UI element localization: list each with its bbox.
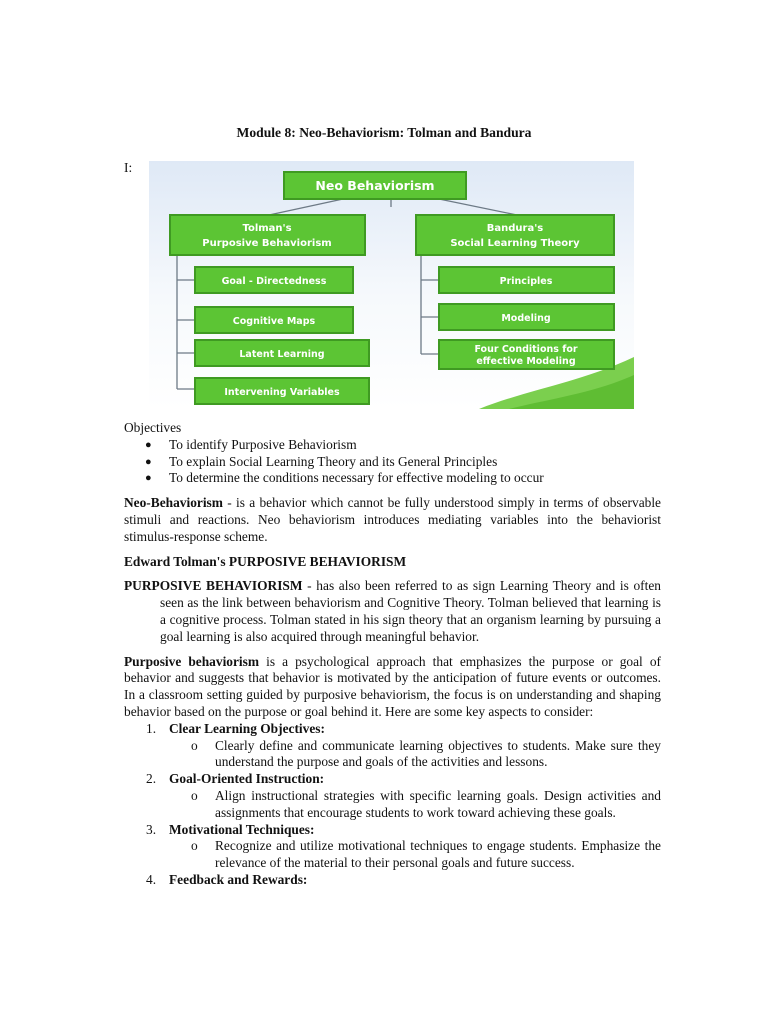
bandura-head-box — [416, 215, 614, 255]
key-aspects-list — [124, 721, 661, 889]
objective-item: ● To explain Social Learning Theory and its General Principles — [145, 454, 661, 471]
aspect-title: Clear Learning Objectives: — [169, 720, 325, 736]
aspect-title: Motivational Techniques: — [169, 821, 315, 837]
aspect-details — [169, 838, 661, 872]
document-body — [124, 420, 661, 889]
aspect-details — [169, 788, 661, 822]
diagram-root-label: Neo Behaviorism — [315, 178, 435, 193]
aspect-item — [124, 822, 661, 872]
aspect-item — [124, 771, 661, 821]
aspect-number: 3. — [146, 821, 157, 837]
bandura-item-modeling: Modeling — [501, 313, 551, 324]
tolman-item-intervening-variables: Intervening Variables — [224, 387, 340, 398]
neo-behaviorism-term: Neo-Behaviorism — [124, 495, 223, 511]
objective-item: ● To identify Purposive Behaviorism — [145, 437, 661, 454]
bandura-item-principles: Principles — [499, 276, 553, 287]
bandura-item-four-conditions-line1: Four Conditions for — [474, 344, 578, 355]
tolman-item-cognitive-maps: Cognitive Maps — [232, 316, 316, 327]
aspect-detail: o Clearly define and communicate learning objectives to students. Make sure they understand the purpose and goals of the activities and lessons. — [169, 738, 661, 772]
tolman-heading-text: Edward Tolman's PURPOSIVE BEHAVIORISM — [124, 553, 407, 569]
tolman-item-latent-learning: Latent Learning — [239, 349, 325, 360]
aspect-number: 4. — [146, 871, 157, 887]
neo-behaviorism-definition — [124, 495, 661, 545]
bandura-item-four-conditions-line2: effective Modeling — [476, 356, 576, 367]
diagram-svg — [149, 161, 634, 409]
objectives-heading: Objectives — [124, 420, 182, 435]
aspect-item — [124, 872, 661, 889]
aspect-detail: o Align instructional strategies with specific learning goals. Design activities and assignments that encourage students to work toward achieving these goals. — [169, 788, 661, 822]
aspect-detail: o Recognize and utilize motivational techniques to engage students. Emphasize the relevance of the material to their personal goals and future success. — [169, 838, 661, 872]
purposive-paragraph-term: Purposive behaviorism — [124, 653, 260, 669]
aspect-details — [169, 738, 661, 772]
section-marker: I: — [124, 160, 133, 175]
objective-item: ● To determine the conditions necessary for effective modeling to occur — [145, 470, 661, 487]
tolman-head-box — [170, 215, 365, 255]
purposive-behaviorism-text: - has also been referred to as sign Learning Theory and is often seen as the link between behaviorism and Cognitive Theory. Tolman believed that learning is a cognitive process. Tolman stated in his sign theory that an organism learning by pursuing a goal learning is also acquired through meaningful behavior. — [160, 578, 662, 644]
tolman-section-heading — [124, 554, 661, 571]
bandura-head-line2: Social Learning Theory — [450, 238, 580, 249]
aspect-item — [124, 721, 661, 771]
aspect-title: Feedback and Rewards: — [169, 871, 308, 887]
aspect-number: 2. — [146, 771, 157, 787]
bandura-head-line1: Bandura's — [486, 223, 544, 234]
purposive-behaviorism-term: PURPOSIVE BEHAVIORISM — [124, 578, 303, 594]
objectives-list — [124, 437, 661, 487]
purposive-behaviorism-definition — [124, 578, 661, 645]
purposive-behaviorism-paragraph — [124, 654, 661, 721]
tolman-item-goal-directedness: Goal - Directedness — [221, 276, 327, 287]
tolman-head-line2: Purposive Behaviorism — [202, 238, 332, 249]
neo-behaviorism-diagram — [149, 161, 634, 409]
neo-behaviorism-text: - is a behavior which cannot be fully understood simply in terms of observable stimuli and reactions. Neo behaviorism introduces mediating variables into the behaviorist stimulus-response scheme. — [124, 495, 661, 544]
aspect-title: Goal-Oriented Instruction: — [169, 771, 325, 787]
page-title: Module 8: Neo-Behaviorism: Tolman and Bandura — [236, 125, 532, 140]
tolman-head-line1: Tolman's — [242, 223, 292, 234]
purposive-paragraph-text: is a psychological approach that emphasizes the purpose or goal of behavior and suggests that behavior is motivated by the anticipation of future events or outcomes. In a classroom setting guided by purposive behaviorism, the focus is on understanding and shaping behavior based on the purpose or goal behind it. Here are some key aspects to consider: — [124, 653, 661, 719]
aspect-number: 1. — [146, 720, 157, 736]
